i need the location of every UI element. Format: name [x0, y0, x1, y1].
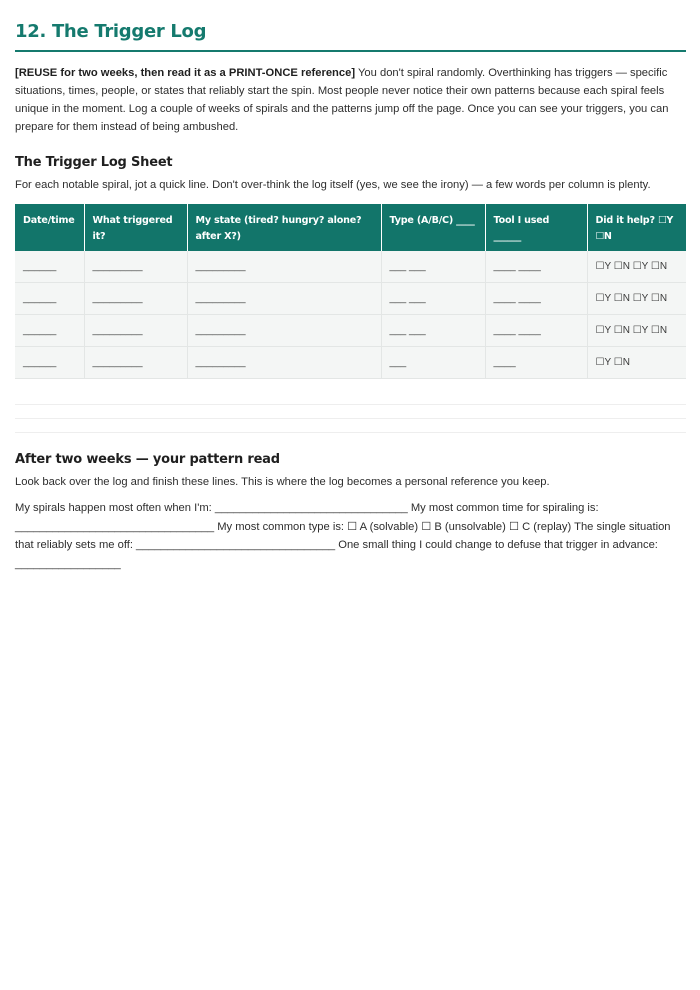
table-cell[interactable]: ______: [15, 283, 84, 315]
column-header: My state (tired? hungry? alone? after X?): [187, 204, 381, 251]
table-cell[interactable]: ____ ____: [485, 315, 587, 347]
table-cell[interactable]: ______: [15, 315, 84, 347]
pattern-read-description: Look back over the log and finish these lines. This is where the log becomes a personal reference you keep.: [15, 476, 550, 488]
table-cell[interactable]: ______: [15, 347, 84, 379]
table-cell[interactable]: _________: [84, 347, 187, 379]
table-cell[interactable]: ___ ___: [381, 315, 485, 347]
log-sheet-heading: The Trigger Log Sheet: [15, 155, 173, 170]
table-cell[interactable]: ____: [485, 347, 587, 379]
blank-rule: [15, 391, 686, 405]
table-cell[interactable]: ☐Y ☐N ☐Y ☐N: [587, 251, 686, 283]
column-header: Did it help? ☐Y ☐N: [587, 204, 686, 251]
pattern-read-heading: After two weeks — your pattern read: [15, 452, 280, 467]
blank-rule-lines: [15, 391, 686, 433]
table-cell[interactable]: _________: [84, 251, 187, 283]
column-header: What triggered it?: [84, 204, 187, 251]
column-header: Tool I used ______: [485, 204, 587, 251]
title-divider: [15, 50, 686, 52]
table-cell[interactable]: _________: [187, 347, 381, 379]
table-cell[interactable]: _________: [187, 315, 381, 347]
intro-text: You don't spiral randomly. Overthinking has triggers — specific situations, times, people, or states that reliably start the spin. Most people never notice their own patterns because each spiral feels unique in the moment. Log a couple of weeks of spirals and the patterns jump off the page. Once you can see your triggers, you can prepare for them instead of being ambushed.: [15, 67, 669, 133]
table-row: [15, 283, 686, 315]
table-cell[interactable]: _________: [84, 283, 187, 315]
table-cell[interactable]: _________: [187, 283, 381, 315]
table-row: [15, 347, 686, 379]
log-sheet-description: For each notable spiral, jot a quick line. Don't over-think the log itself (yes, we see the irony) — a few words per column is plenty.: [15, 179, 651, 191]
table-cell[interactable]: ☐Y ☐N: [587, 347, 686, 379]
table-cell[interactable]: _________: [84, 315, 187, 347]
table-row: [15, 315, 686, 347]
reuse-tag: [REUSE for two weeks, then read it as a PRINT-ONCE reference]: [15, 67, 356, 79]
table-row: [15, 251, 686, 283]
blank-rule: [15, 419, 686, 433]
table-cell[interactable]: ___ ___: [381, 251, 485, 283]
table-cell[interactable]: ______: [15, 251, 84, 283]
chapter-title: 12. The Trigger Log: [15, 21, 207, 42]
table-cell[interactable]: ☐Y ☐N ☐Y ☐N: [587, 315, 686, 347]
blank-rule: [15, 405, 686, 419]
page: [15, 0, 686, 573]
table-cell[interactable]: ___ ___: [381, 283, 485, 315]
column-header: Type (A/B/C) ____: [381, 204, 485, 251]
pattern-read-prompts[interactable]: My spirals happen most often when I'm: _______________________________ My most common time for spiraling is: ________________________________ My most common type is: ☐ A (solvable) ☐ B (unsolvable) ☐ C (replay) The single situation that reliably sets me off: ________________________________ One small thing I could change to defuse that trigger in advance: _________________: [15, 502, 671, 570]
table-header-row: [15, 204, 686, 251]
table-cell[interactable]: _________: [187, 251, 381, 283]
column-header: Date/time: [15, 204, 84, 251]
table-cell[interactable]: ____ ____: [485, 283, 587, 315]
intro-paragraph: [15, 64, 686, 136]
table-cell[interactable]: ____ ____: [485, 251, 587, 283]
table-cell[interactable]: ___: [381, 347, 485, 379]
table-cell[interactable]: ☐Y ☐N ☐Y ☐N: [587, 283, 686, 315]
trigger-log-table: [15, 204, 686, 379]
